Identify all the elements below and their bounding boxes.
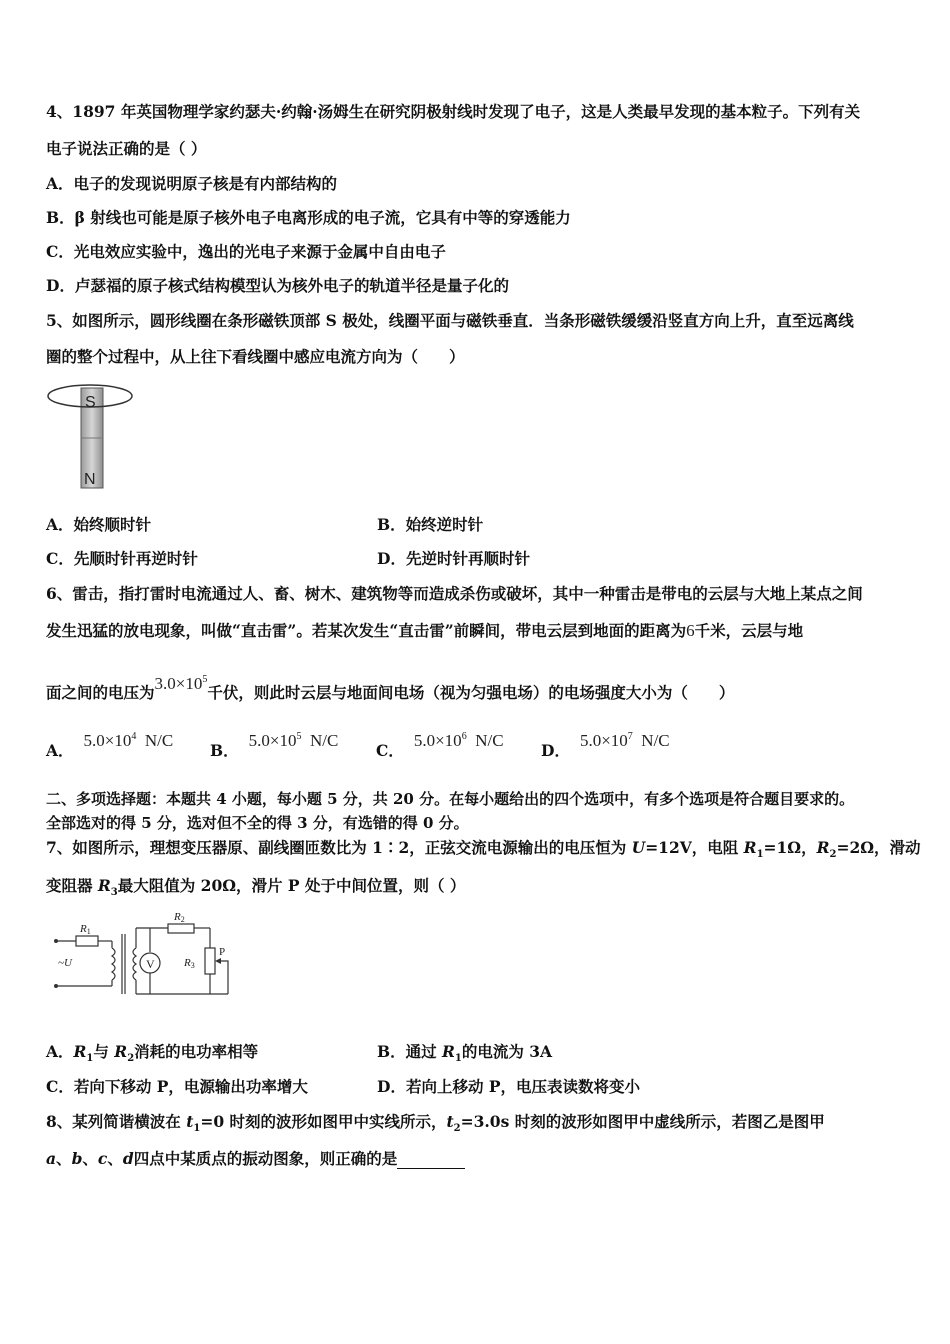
q5-option-c: C．先顺时针再逆时针 bbox=[46, 549, 198, 568]
section2-heading-line2: 全部选对的得 5 分，选对但不全的得 3 分，有选错的得 0 分。 bbox=[46, 814, 469, 832]
q7-stem-line2: 变阻器 $R_3$最大阻值为 20Ω，滑片 P 处于中间位置，则（ ） bbox=[46, 876, 466, 899]
q5-option-a: A．始终顺时针 bbox=[46, 515, 152, 534]
section2-heading-line1: 二、多项选择题：本题共 4 小题，每小题 5 分，共 20 分。在每小题给出的四个选项中，有多个选项是符合题目要求的。 bbox=[46, 790, 855, 808]
q6-option-d: D．$5.0\times 10^7$ N/C bbox=[541, 731, 670, 760]
q4-option-a: A．电子的发现说明原子核是有内部结构的 bbox=[46, 174, 338, 193]
q6-stem-line3: 面之间的电压为$3.0\times 10^5$千伏，则此时云层与地面间电场（视为匀强电场）的电场强度大小为（ ） bbox=[46, 674, 735, 702]
q7-option-b: B．通过 $R_1$的电流为 3A bbox=[377, 1042, 553, 1065]
q8-stem-line1: 8、某列简谐横波在 $t_1=0$ 时刻的波形如图甲中实线所示，$t_2=3.0s$ 时刻的波形如图甲中虚线所示，若图乙是图甲 bbox=[46, 1112, 825, 1135]
q5-stem-line1: 5、如图所示，圆形线圈在条形磁铁顶部 S 极处，线圈平面与磁铁垂直．当条形磁铁缓缓沿竖直方向上升，直至远离线 bbox=[46, 311, 854, 330]
q6-option-a: A．$5.0\times 10^4$ N/C bbox=[46, 731, 174, 760]
q6-stem-line2: 发生迅猛的放电现象，叫做“直击雷”。若某次发生“直击雷”前瞬间，带电云层到地面的距离为6千米，云层与地 bbox=[46, 621, 804, 640]
r3-label: R3 bbox=[184, 957, 195, 970]
s-pole-label: S bbox=[85, 394, 96, 411]
q4-option-c: C．光电效应实验中，逸出的光电子来源于金属中自由电子 bbox=[46, 242, 446, 261]
answer-blank[interactable] bbox=[397, 1152, 465, 1169]
q4-option-b: B．β 射线也可能是原子核外电子电离形成的电子流，它具有中等的穿透能力 bbox=[46, 208, 571, 227]
magnet-coil-figure bbox=[44, 380, 136, 492]
q8-stem-line2: a、b、c、d四点中某质点的振动图象，则正确的是 bbox=[46, 1149, 465, 1169]
transformer-circuit-figure bbox=[46, 908, 236, 1000]
q6-option-b: B．$5.0\times 10^5$ N/C bbox=[210, 731, 339, 760]
r1-label: R1 bbox=[80, 923, 91, 936]
source-label: ~U bbox=[58, 957, 72, 969]
q6-distance-number: 6 bbox=[686, 621, 695, 640]
slider-p-label: P bbox=[219, 946, 226, 958]
q4-option-d: D．卢瑟福的原子核式结构模型认为核外电子的轨道半径是量子化的 bbox=[46, 276, 509, 295]
q4-stem-line1: 4、1897 年英国物理学家约瑟夫·约翰·汤姆生在研究阴极射线时发现了电子，这是人类最早发现的基本粒子。下列有关 bbox=[46, 102, 861, 121]
q6-voltage: $3.0\times 10^5$ bbox=[154, 674, 208, 693]
q5-stem-line2: 圈的整个过程中，从上往下看线圈中感应电流方向为（ ） bbox=[46, 347, 465, 366]
q5-option-b: B．始终逆时针 bbox=[377, 515, 484, 534]
r2-label: R2 bbox=[174, 911, 185, 924]
q4-stem-line2: 电子说法正确的是（ ） bbox=[46, 139, 207, 158]
q7-option-c: C．若向下移动 P，电源输出功率增大 bbox=[46, 1077, 308, 1096]
q7-option-d: D．若向上移动 P，电压表读数将变小 bbox=[377, 1077, 640, 1096]
q6-option-c: C．$5.0\times 10^6$ N/C bbox=[376, 731, 504, 760]
voltmeter-label: V bbox=[146, 957, 155, 971]
q7-option-a: A．$R_1$与 $R_2$消耗的电功率相等 bbox=[46, 1042, 259, 1065]
q6-stem-line1: 6、雷击，指打雷时电流通过人、畜、树木、建筑物等而造成杀伤或破坏，其中一种雷击是带电的云层与大地上某点之间 bbox=[46, 584, 863, 603]
q7-stem-line1: 7、如图所示，理想变压器原、副线圈匝数比为 1∶2，正弦交流电源输出的电压恒为 U=12V，电阻 $R_1=1\Omega$，$R_2=2\Omega$，滑动 bbox=[46, 838, 921, 861]
n-pole-label: N bbox=[84, 471, 96, 488]
q5-option-d: D．先逆时针再顺时针 bbox=[377, 549, 530, 568]
